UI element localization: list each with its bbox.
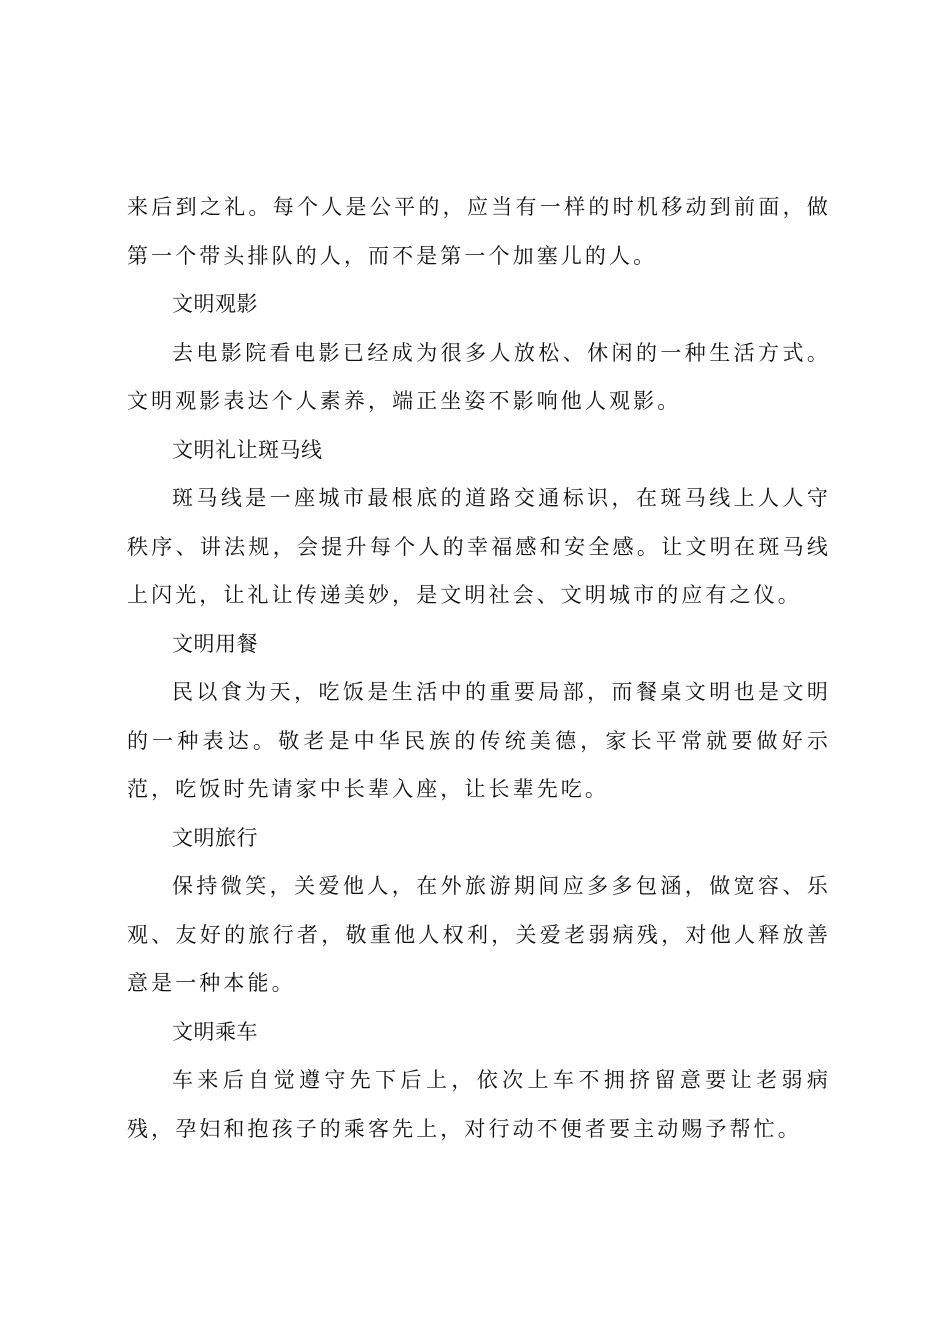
paragraph-queue-etiquette: 来后到之礼。每个人是公平的，应当有一样的时机移动到前面，做第一个带头排队的人，而不是第一个加塞儿的人。 [127,195,831,268]
paragraph-dining-etiquette: 民以食为天，吃饭是生活中的重要局部，而餐桌文明也是文明的一种表达。敬老是中华民族的传统美德，家长平常就要做好示范，吃饭时先请家中长辈入座，让长辈先吃。 [127,680,831,801]
heading-cinema-etiquette: 文明观影 [172,292,258,316]
paragraph-travel-etiquette: 保持微笑，关爱他人，在外旅游期间应多多包涵，做宽容、乐观、友好的旅行者，敬重他人权利，关爱老弱病残，对他人释放善意是一种本能。 [127,874,831,995]
heading-travel-etiquette: 文明旅行 [172,825,258,850]
heading-riding-etiquette: 文明乘车 [172,1019,258,1044]
paragraph-riding-etiquette: 车来后自觉遵守先下后上，依次上车不拥挤留意要让老弱病残，孕妇和抱孩子的乘客先上，对行动不便者要主动赐予帮忙。 [127,1068,831,1141]
heading-dining-etiquette: 文明用餐 [172,631,258,656]
heading-crosswalk-courtesy: 文明礼让斑马线 [172,437,323,462]
paragraph-cinema-etiquette: 去电影院看电影已经成为很多人放松、休闲的一种生活方式。文明观影表达个人素养，端正坐姿不影响他人观影。 [127,340,831,413]
paragraph-crosswalk-courtesy: 斑马线是一座城市最根底的道路交通标识，在斑马线上人人守秩序、讲法规，会提升每个人的幸福感和安全感。让文明在斑马线上闪光，让礼让传递美妙，是文明社会、文明城市的应有之仪。 [127,486,831,607]
document-body [127,183,831,1153]
